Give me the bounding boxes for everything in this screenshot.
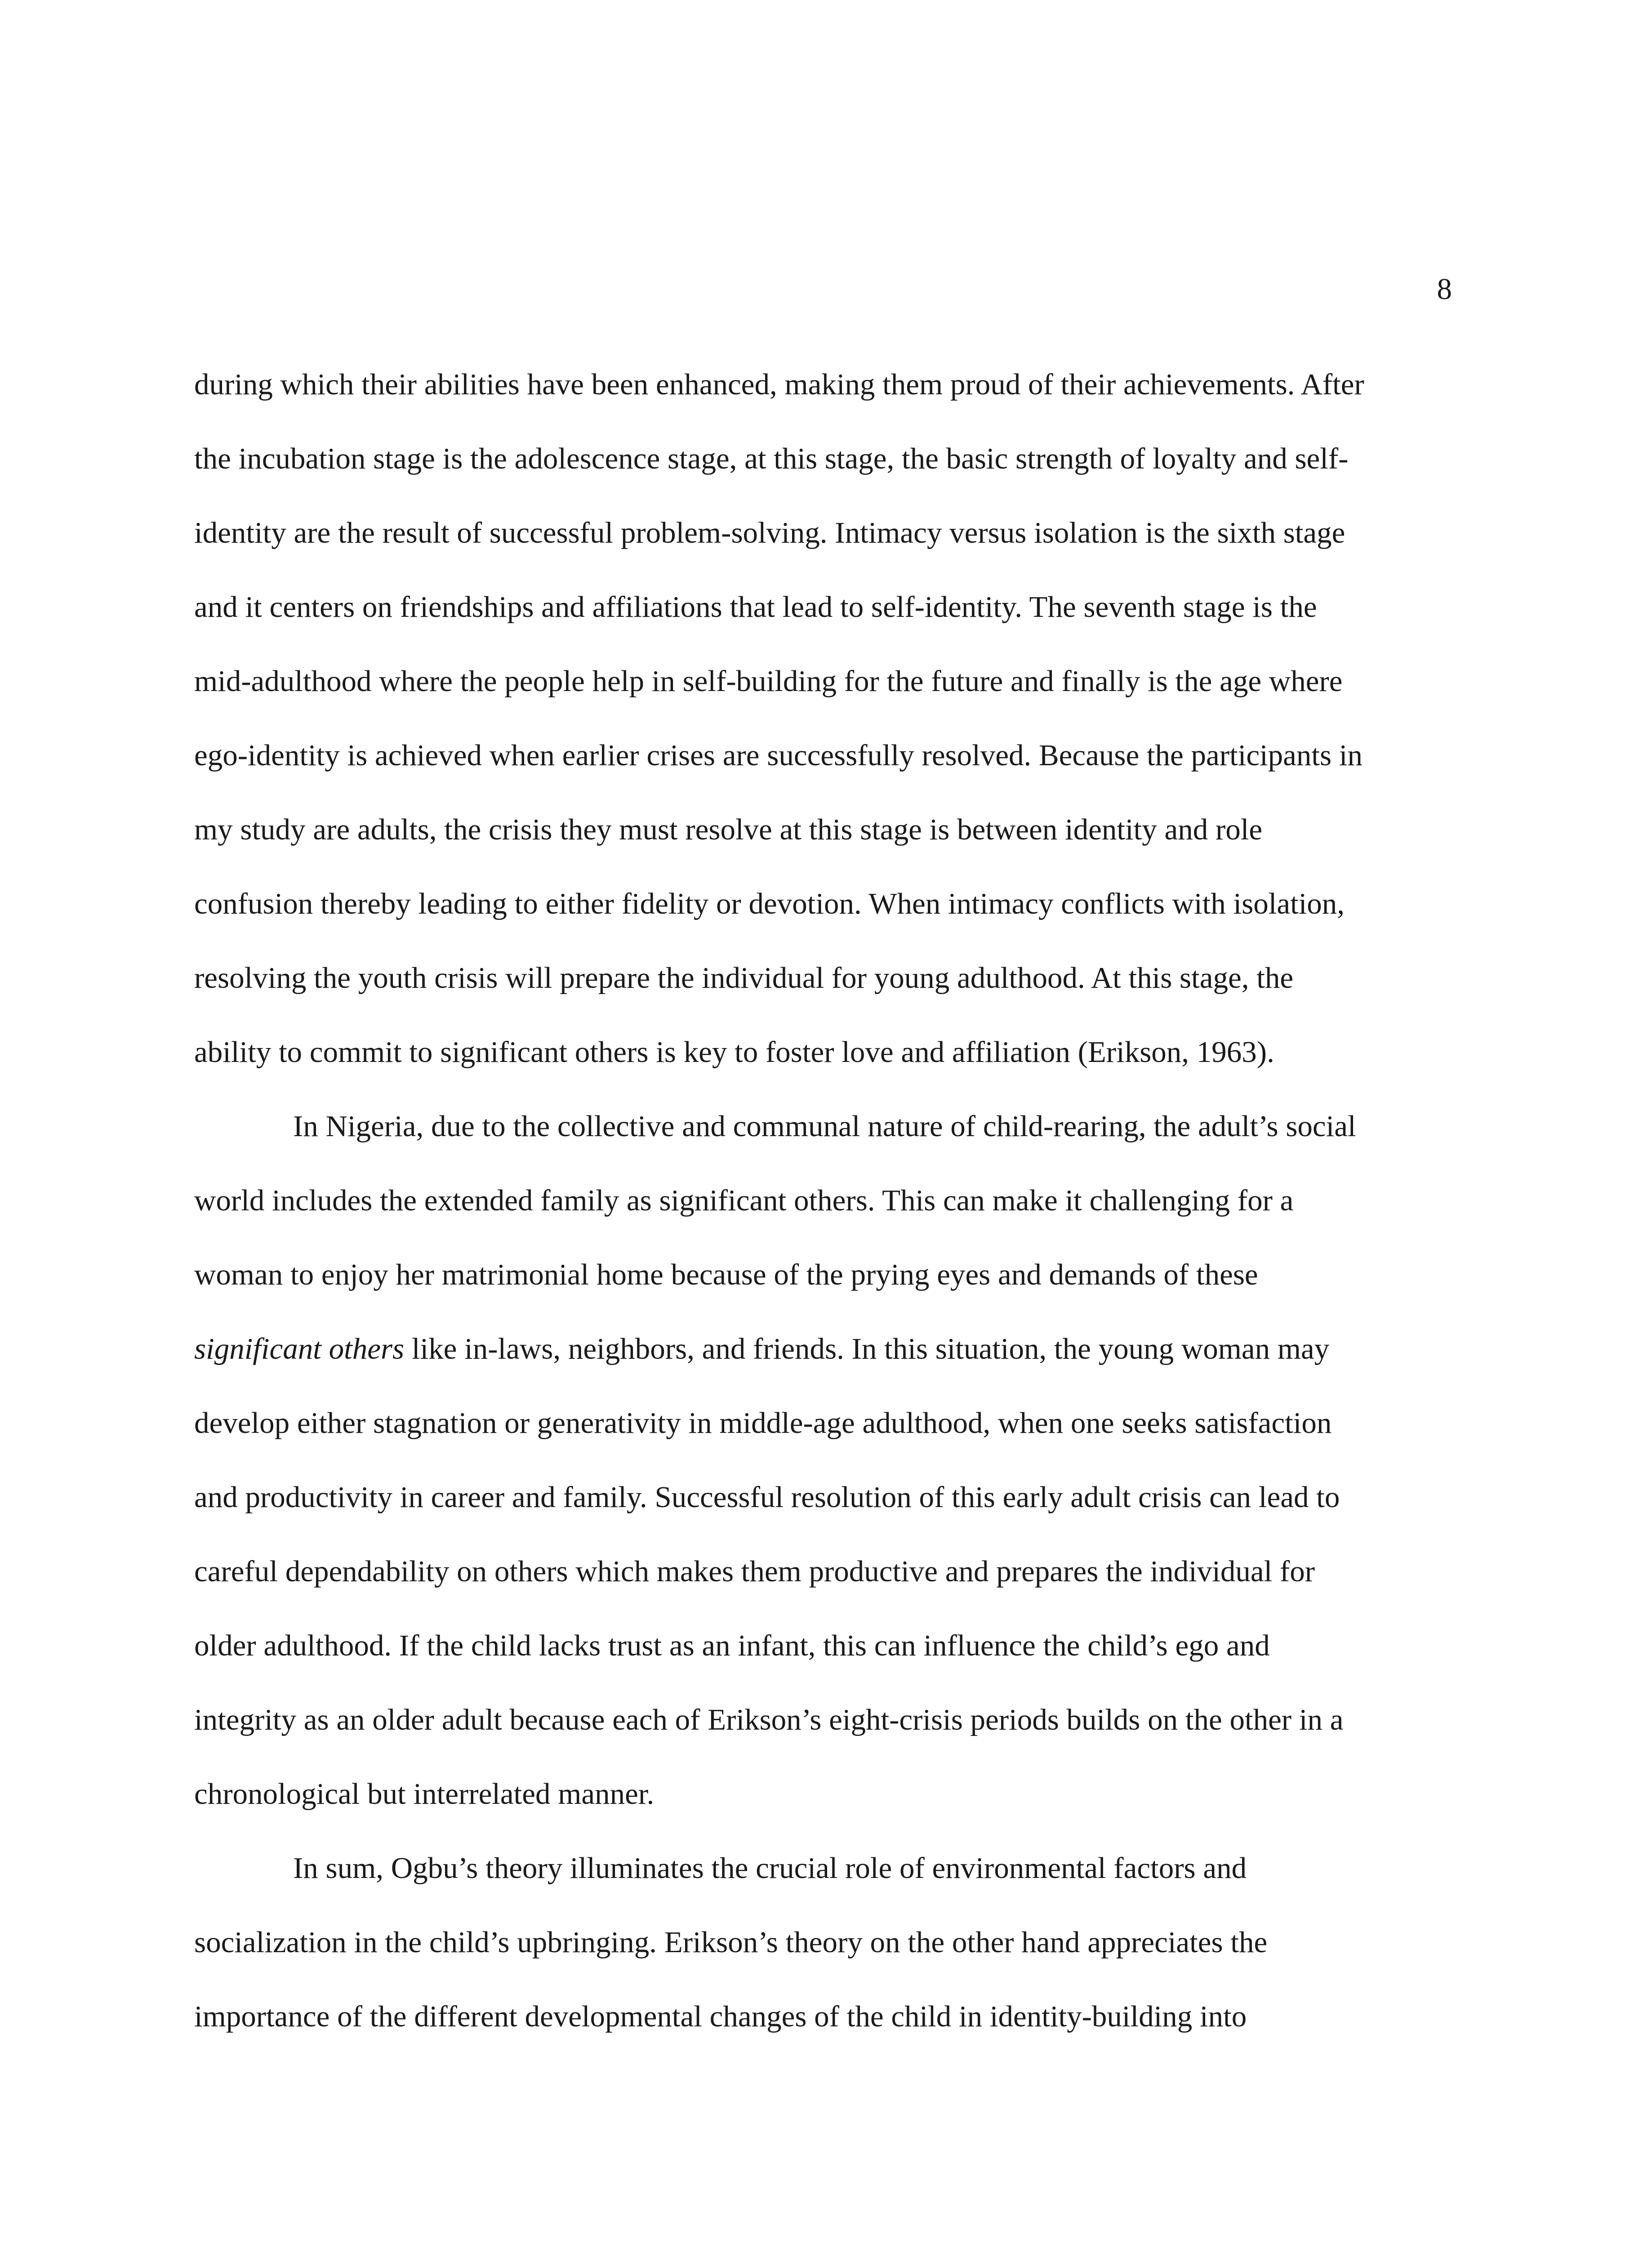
text-line: world includes the extended family as significant others. This can make it challenging for a <box>194 1184 1294 1217</box>
body-text <box>194 370 1453 2076</box>
text-line: older adulthood. If the child lacks trust as an infant, this can influence the child’s ego and <box>194 1629 1270 1662</box>
text-line <box>194 1334 1453 1408</box>
text-line-rest: like in-laws, neighbors, and friends. In this situation, the young woman may <box>404 1332 1330 1365</box>
text-line: during which their abilities have been enhanced, making them proud of their achievements. After <box>194 368 1364 401</box>
page-number: 8 <box>1437 272 1452 306</box>
text-line: develop either stagnation or generativity in middle-age adulthood, when one seeks satisfaction <box>194 1406 1332 1440</box>
text-line: importance of the different developmental changes of the child in identity-building into <box>194 2000 1247 2033</box>
text-line: ability to commit to significant others is key to foster love and affiliation (Erikson, 1963). <box>194 1035 1274 1069</box>
text-line: my study are adults, the crisis they must resolve at this stage is between identity and role <box>194 813 1263 846</box>
text-line: confusion thereby leading to either fidelity or devotion. When intimacy conflicts with isolation, <box>194 887 1345 920</box>
text-line: resolving the youth crisis will prepare the individual for young adulthood. At this stage, the <box>194 961 1294 995</box>
text-line: careful dependability on others which makes them productive and prepares the individual for <box>194 1555 1315 1588</box>
text-line: the incubation stage is the adolescence stage, at this stage, the basic strength of loyalty and self- <box>194 442 1349 475</box>
text-line: mid-adulthood where the people help in self-building for the future and finally is the age where <box>194 665 1343 698</box>
text-line: and it centers on friendships and affiliations that lead to self-identity. The seventh stage is the <box>194 590 1317 624</box>
paragraph-start-line: In Nigeria, due to the collective and communal nature of child-rearing, the adult’s social <box>293 1110 1356 1143</box>
paragraph-start-line: In sum, Ogbu’s theory illuminates the crucial role of environmental factors and <box>293 1851 1247 1885</box>
text-line: integrity as an older adult because each of Erikson’s eight-crisis periods builds on the other in a <box>194 1703 1344 1736</box>
text-line: chronological but interrelated manner. <box>194 1777 655 1811</box>
text-line: and productivity in career and family. Successful resolution of this early adult crisis can lead to <box>194 1481 1340 1514</box>
text-line: woman to enjoy her matrimonial home because of the prying eyes and demands of these <box>194 1258 1258 1291</box>
text-line: socialization in the child’s upbringing. Erikson’s theory on the other hand appreciates the <box>194 1926 1268 1959</box>
italic-term: significant others <box>194 1332 405 1365</box>
text-line: identity are the result of successful problem-solving. Intimacy versus isolation is the sixth stage <box>194 516 1345 549</box>
text-line: ego-identity is achieved when earlier crises are successfully resolved. Because the participants in <box>194 739 1363 772</box>
